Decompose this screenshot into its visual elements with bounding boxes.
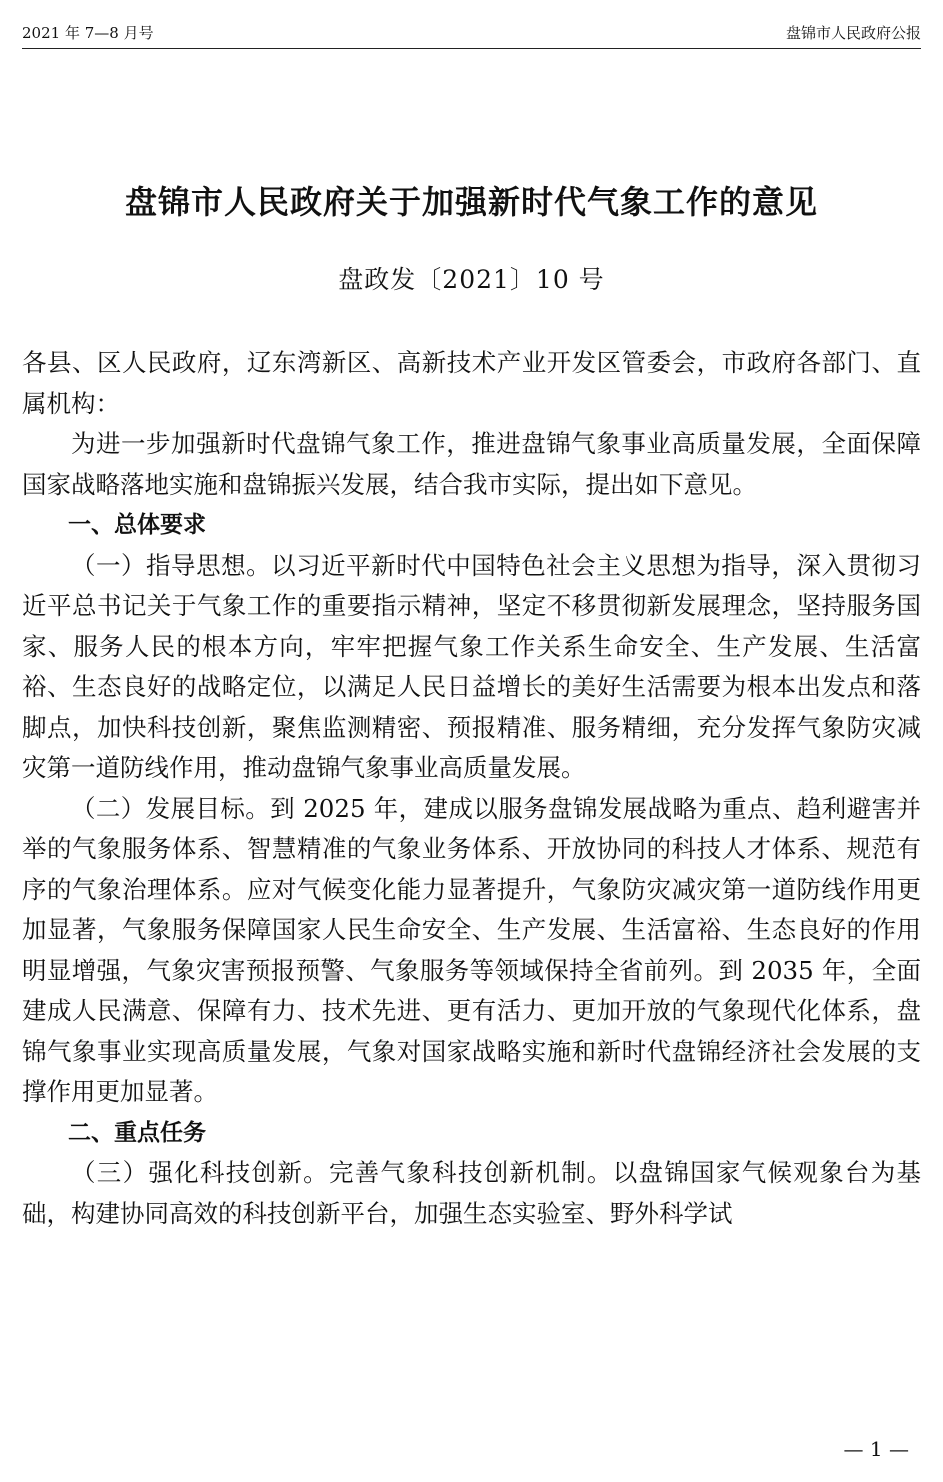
- paragraph-guiding-ideology: （一）指导思想。以习近平新时代中国特色社会主义思想为指导，深入贯彻习近平总书记关于气象工作的重要指示精神，坚定不移贯彻新发展理念，坚持服务国家、服务人民的根本方向，牢牢把握气象工作关系生命安全、生产发展、生活富裕、生态良好的战略定位，以满足人民日益增长的美好生活需要为根本出发点和落脚点，加快科技创新，聚焦监测精密、预报精准、服务精细，充分发挥气象防灾减灾第一道防线作用，推动盘锦气象事业高质量发展。: [22, 550, 921, 782]
- document-body: [22, 343, 921, 1234]
- document-number: 盘政发〔2021〕10 号: [338, 265, 605, 294]
- page-number: — 1 —: [843, 1437, 909, 1461]
- publication-name: 盘锦市人民政府公报: [785, 24, 921, 42]
- issue-label: 2021 年 7—8 月号: [22, 24, 154, 42]
- paragraph-development-goals: （二）发展目标。到 2025 年，建成以服务盘锦发展战略为重点、趋利避害并举的气象服务体系、智慧精准的气象业务体系、开放协同的科技人才体系、规范有序的气象治理体系。应对气候变化能力显著提升，气象防灾减灾第一道防线作用更加显著，气象服务保障国家人民生命安全、生产发展、生活富裕、生态良好的作用明显增强，气象灾害预报预警、气象服务等领域保持全省前列。到 2035 年，全面建成人民满意、保障有力、技术先进、更有活力、更加开放的气象现代化体系，盘锦气象事业实现高质量发展，气象对国家战略实施和新时代盘锦经济社会发展的支撑作用更加显著。: [22, 793, 921, 1106]
- intro-paragraph: 为进一步加强新时代盘锦气象工作，推进盘锦气象事业高质量发展，全面保障国家战略落地实施和盘锦振兴发展，结合我市实际，提出如下意见。: [22, 429, 921, 499]
- section-heading-key-tasks: 二、重点任务: [68, 1119, 206, 1146]
- paragraph-tech-innovation: （三）强化科技创新。完善气象科技创新机制。以盘锦国家气候观象台为基础，构建协同高效的科技创新平台，加强生态实验室、野外科学试: [22, 1158, 921, 1228]
- salutation: 各县、区人民政府，辽东湾新区、高新技术产业开发区管委会，市政府各部门、直属机构：: [22, 348, 921, 418]
- section-heading-overall-requirements: 一、总体要求: [68, 512, 206, 538]
- running-header: [22, 22, 921, 49]
- document-title: 盘锦市人民政府关于加强新时代气象工作的意见: [124, 183, 818, 221]
